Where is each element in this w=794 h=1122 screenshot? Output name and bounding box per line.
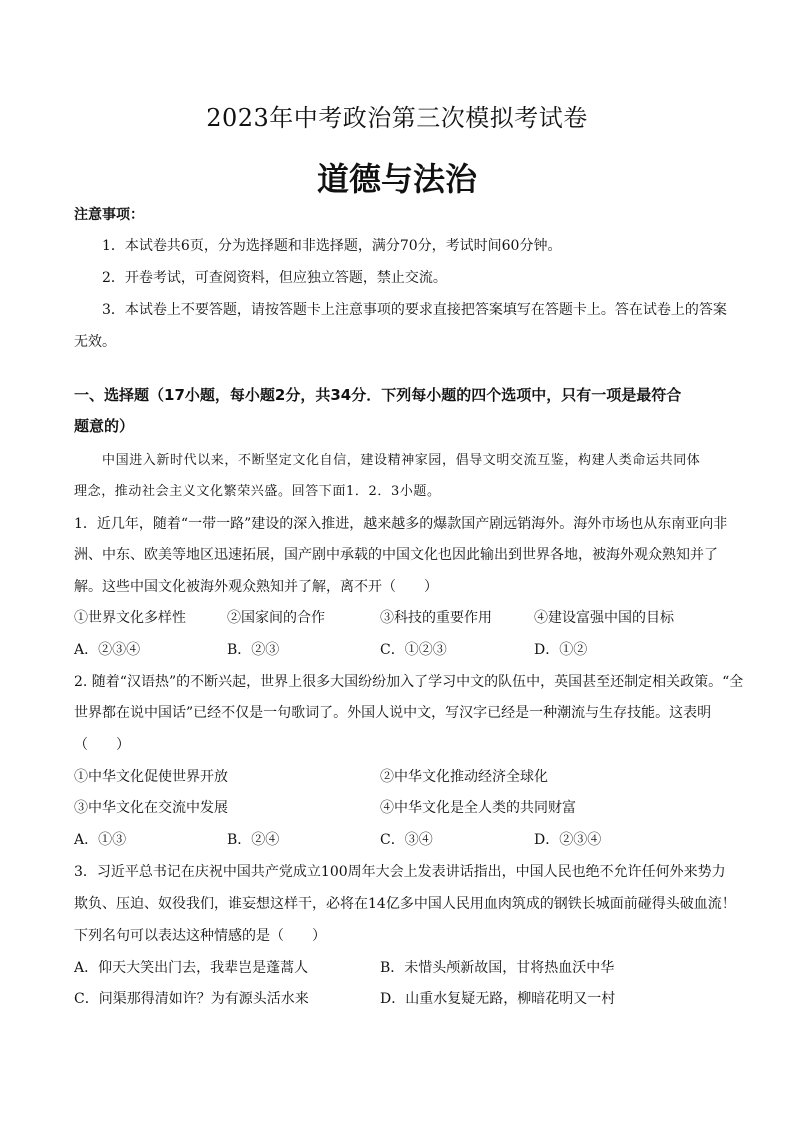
intro-line-1: 中国进入新时代以来，不断坚定文化自信，建设精神家园，倡导文明交流互鉴，构建人类命运共同体 [102,453,701,468]
q3-option-c[interactable]: C．问渠那得清如许？为有源头活水来 [74,991,309,1007]
question-2-line-2: 世界都在说中国话”已经不仅是一句歌词了。外国人说中文，写汉字已经是一种潮流与生存技能。这表明 [74,705,712,721]
q2-option-d[interactable]: D．②③④ [534,832,602,848]
section-1-desc: （17小题，每小题2分，共34分．下列每小题的四个选项中，只有一项是最符合 [149,386,682,404]
q1-statement-2: ②国家间的合作 [227,610,325,626]
note-item-2: 2．开卷考试，可查阅资料，但应独立答题，禁止交流。 [102,270,447,286]
question-2-line-3: （ ） [74,737,130,753]
q3-option-a[interactable]: A．仰天大笑出门去，我辈岂是蓬蒿人 [74,960,309,976]
q1-statement-4: ④建设富强中国的目标 [534,610,674,626]
q2-option-a[interactable]: A．①③ [74,832,127,848]
intro-line-2: 理念，推动社会主义文化繁荣兴盛。回答下面1．2．3小题。 [74,484,441,499]
q1-option-b[interactable]: B．②③ [227,642,280,658]
q2-statement-2: ②中华文化推动经济全球化 [380,769,548,785]
note-item-1: 1．本试卷共6页，分为选择题和非选择题，满分70分，考试时间60分钟。 [102,238,562,254]
q2-option-b[interactable]: B．②④ [227,832,280,848]
q1-statement-3: ③科技的重要作用 [380,610,492,626]
question-1-line-2: 洲、中东、欧美等地区迅速拓展，国产剧中承载的中国文化也因此输出到世界各地，被海外观众熟知并了 [74,547,718,563]
note-item-3-cont: 无效。 [74,334,116,350]
question-3-line-1: 3．习近平总书记在庆祝中国共产党成立100周年大会上发表讲话指出，中国人民也绝不允许任何外来势力 [74,864,726,880]
section-1-header [74,385,681,406]
question-1-line-1: 1．近几年，随着“一带一路”建设的深入推进，越来越多的爆款国产剧远销海外。海外市场也从东南亚向非 [74,516,728,532]
q3-option-b[interactable]: B．未惜头颅新故国，甘将热血沃中华 [380,960,615,976]
exam-title: 2023年中考政治第三次模拟考试卷 [206,104,588,132]
exam-subject: 道德与法治 [316,160,477,198]
q2-statement-4: ④中华文化是全人类的共同财富 [380,800,576,816]
note-item-3: 3．本试卷上不要答题，请按答题卡上注意事项的要求直接把答案填写在答题卡上。答在试卷上的答案 [102,302,727,318]
q2-option-c[interactable]: C．③④ [380,832,433,848]
question-2-line-1: 2. 随着“汉语热”的不断兴起，世界上很多大国纷纷加入了学习中文的队伍中，英国甚至还制定相关政策。“全 [74,674,744,690]
q1-statement-1: ①世界文化多样性 [74,610,186,626]
question-3-line-2: 欺负、压迫、奴役我们，谁妄想这样干，必将在14亿多中国人民用血肉筑成的钢铁长城面前碰得头破血流！ [74,896,736,912]
question-1-line-3: 解。这些中国文化被海外观众熟知并了解，离不开（ ） [74,579,438,595]
section-1-title: 一、选择题 [74,386,150,404]
q2-statement-1: ①中华文化促使世界开放 [74,769,228,785]
q1-option-a[interactable]: A．②③④ [74,642,141,658]
q3-option-d[interactable]: D．山重水复疑无路，柳暗花明又一村 [380,991,616,1007]
q1-option-c[interactable]: C．①②③ [380,642,447,658]
section-1-desc-cont: 题意的） [74,417,135,435]
q1-option-d[interactable]: D．①② [534,642,588,658]
q2-statement-3: ③中华文化在交流中发展 [74,800,228,816]
question-3-line-3: 下列名句可以表达这种情感的是（ ） [74,928,326,944]
notes-heading: 注意事项： [74,207,144,223]
